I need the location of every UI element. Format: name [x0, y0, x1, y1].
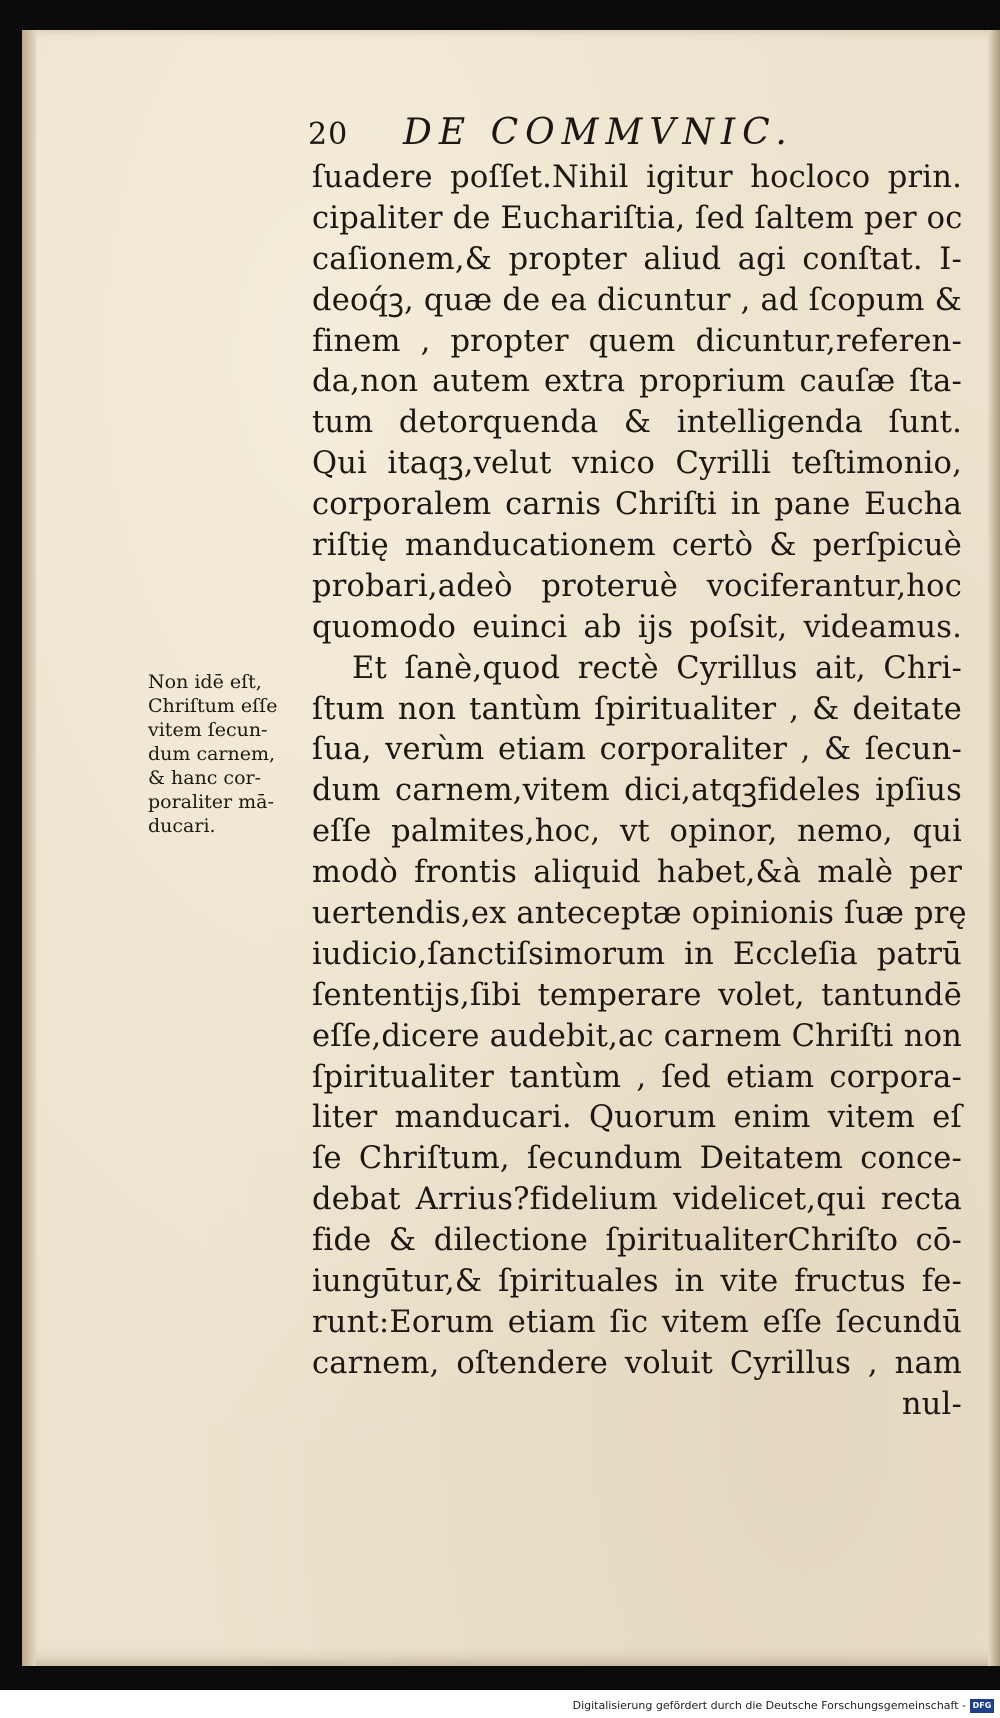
text-line: fide & dilectione ſpiritualiterChriſto cō- [312, 1223, 962, 1259]
margin-note-line: vitem ſecun- [148, 719, 268, 741]
text-line: ſe Chriſtum, ſecundum Deitatem conce- [312, 1141, 962, 1177]
dfg-logo: DFG [970, 1699, 994, 1713]
text-line: deoq́ꝫ, quæ de ea dicuntur , ad ſcopum & [312, 282, 962, 318]
text-line: ſpiritualiter tantùm , ſed etiam corpora- [312, 1059, 962, 1095]
page-fore-edge [988, 30, 1000, 1666]
running-title: DE COMMVNIC. [403, 112, 794, 153]
text-line: finem , propter quem dicuntur,referen- [312, 323, 962, 359]
margin-note-line: dum carnem, [148, 743, 276, 765]
text-line: liter manducari. Quorum enim vitem eſ [312, 1100, 962, 1136]
body-text [312, 158, 967, 1426]
text-line: Qui itaqꝫ,velut vnico Cyrilli teſtimonio, [312, 446, 962, 482]
funding-credit: Digitalisierung gefördert durch die Deutsche Forschungsgemeinschaft - [572, 1699, 966, 1712]
text-line: uertendis,ex anteceptæ opinionis ſuæ prę [312, 896, 967, 932]
margin-note-line: & hanc cor- [148, 767, 262, 789]
text-line: tum detorquenda & intelligenda ſunt. [312, 405, 962, 441]
margin-note-line: poraliter mā- [148, 791, 274, 813]
text-line: ſententijs,ſibi temperare volet, tantundē [312, 977, 962, 1013]
text-line: eſſe palmites,hoc, vt opinor, nemo, qui [312, 814, 962, 850]
text-line: corporalem carnis Chriſti in pane Eucha [312, 487, 962, 523]
text-line: cipaliter de Euchariſtia, ſed ſaltem per oc [312, 200, 963, 236]
text-line: ſtum non tantùm ſpiritualiter , & deitate [312, 691, 962, 727]
text-line: runt:Eorum etiam ſic vitem eſſe ſecundū [312, 1304, 962, 1340]
text-line: eſſe,dicere audebit,ac carnem Chriſti non [312, 1018, 962, 1054]
page-number: 20 [308, 117, 349, 152]
text-line: riſtię manducationem certò & perſpicuè [312, 528, 962, 564]
text-line: quomodo euinci ab ijs poſsit, videamus. [312, 609, 962, 645]
text-line: dum carnem,vitem dici,atqꝫfideles ipſius [312, 773, 962, 809]
text-line: iudicio,ſanctiſsimorum in Eccleſia patrū [312, 936, 962, 972]
text-line: iungūtur,& ſpirituales in vite fructus fe- [312, 1264, 962, 1300]
margin-note-line: Chriſtum eſſe [148, 695, 278, 717]
catchword: nul- [901, 1386, 962, 1422]
text-line: Et ſanè,quod rectè Cyrillus ait, Chri- [352, 650, 962, 686]
text-line: ſua, verùm etiam corporaliter , & ſecun- [312, 732, 962, 768]
text-line: ſuadere poſſet.Nihil igitur hocloco prin. [312, 160, 962, 195]
margin-note-line: ducari. [148, 815, 216, 837]
text-line: caſionem,& propter aliud agi conſtat. I- [312, 241, 962, 277]
text-line: da,non autem extra proprium cauſæ ſta- [312, 364, 962, 400]
text-line: modò frontis aliquid habet,&à malè per [312, 855, 962, 891]
text-line: probari,adeò proteruè vociferantur,hoc [312, 568, 962, 604]
text-line: carnem, oſtendere voluit Cyrillus , nam [312, 1345, 962, 1381]
margin-note [148, 670, 316, 838]
running-head [308, 112, 868, 158]
text-line: debat Arrius?fidelium videlicet,qui recta [312, 1182, 962, 1218]
margin-note-line: Non idē eſt, [148, 671, 262, 693]
page-gutter-edge [22, 30, 36, 1666]
